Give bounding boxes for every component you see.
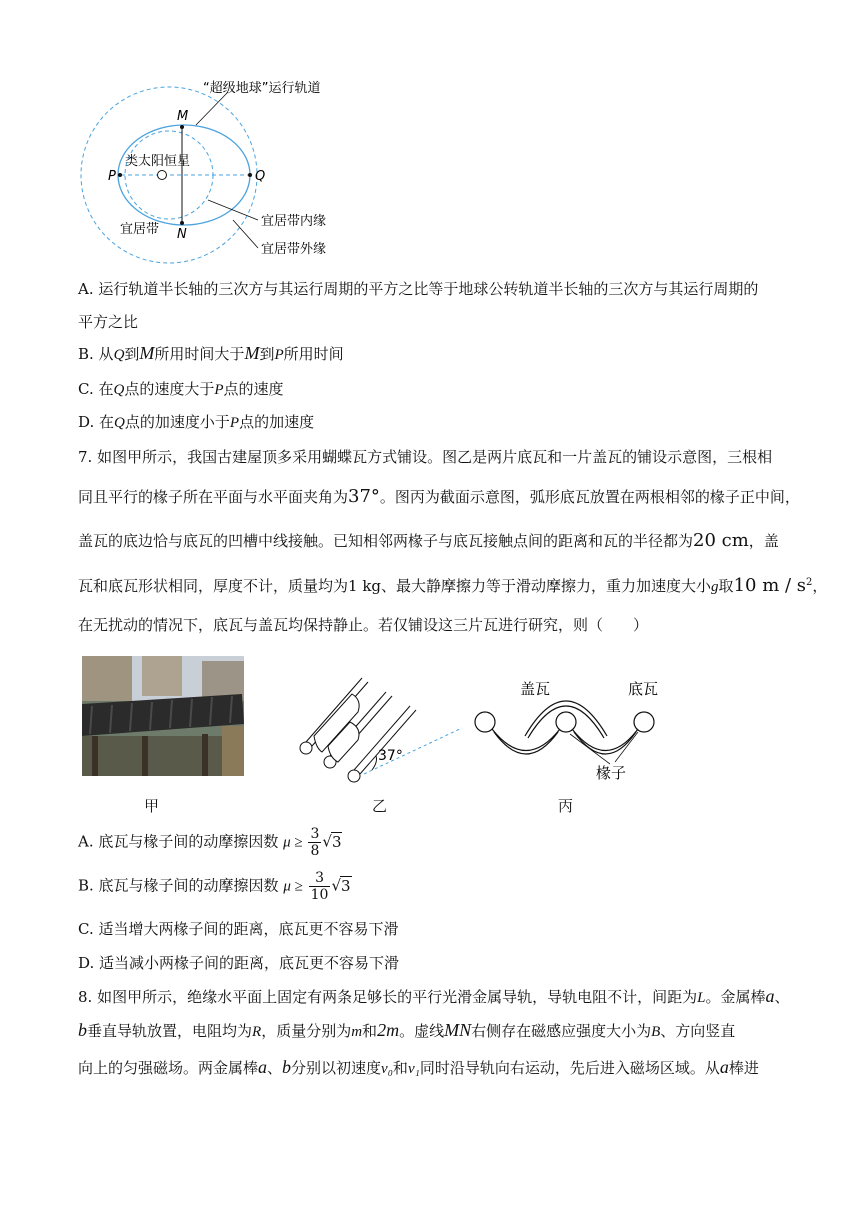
q8-stem-line2: b垂直导轨放置，电阻均为R，质量分别为m和2m。虚线MN右侧存在磁感应强度大小为B、方向竖直 [78, 1020, 736, 1040]
q6-option-a-line2: 平方之比 [78, 313, 139, 331]
q7-stem-line4: 瓦和底瓦形状相同，厚度不计，质量均为1 kg、最大静摩擦力等于滑动摩擦力，重力加速度大小g取10 m / $s^2$， [78, 575, 828, 596]
svg-text:37°: 37° [378, 748, 403, 764]
tile-section-bing [470, 672, 670, 782]
q7-stem-line2: 同且平行的椽子所在平面与水平面夹角为37°。图丙为截面示意图，弧形底瓦放置在两根相邻的椽子正中间， [78, 486, 800, 507]
orbit-figure [78, 70, 378, 265]
svg-text:宜居带: 宜居带 [120, 222, 160, 237]
svg-text:Q: Q [255, 169, 266, 184]
q7-stem-line1: 7. 如图甲所示，我国古建屋顶多采用蝴蝶瓦方式铺设。图乙是两片底瓦和一片盖瓦的铺设示意图，三根相 [78, 448, 773, 466]
svg-text:P: P [108, 169, 116, 184]
caption-bing: 丙 [558, 797, 574, 815]
q8-stem-line3: 向上的匀强磁场。两金属棒a、b分别以初速度v₀和v₁同时沿导轨向右运动，先后进入磁场区域。从a棒进 [78, 1057, 759, 1077]
orbit-title: “超级地球”运行轨道 [203, 81, 321, 96]
q7-stem-line3: 盖瓦的底边恰与底瓦的凹槽中线接触。已知相邻两椽子与底瓦接触点间的距离和瓦的半径都为20 cm，盖 [78, 530, 779, 551]
q8-stem-line1: 8. 如图甲所示，绝缘水平面上固定有两条足够长的平行光滑金属导轨，导轨电阻不计，间距为L。金属棒a、 [78, 986, 790, 1006]
q6-option-d: D. 在Q点的加速度小于P点的加速度 [78, 413, 315, 431]
svg-text:宜居带外缘: 宜居带外缘 [261, 242, 327, 257]
q6-option-a-line1: A. 运行轨道半长轴的三次方与其运行周期的平方之比等于地球公转轨道半长轴的三次方与其运行周期的 [78, 280, 759, 298]
q6-option-c: C. 在Q点的速度大于P点的速度 [78, 380, 284, 398]
q7-option-b: B. 底瓦与椽子间的动摩擦因数 μ ≥ $\frac{3}{10}$ √3 [78, 870, 351, 903]
tile-diagram-yi [292, 664, 472, 784]
svg-text:宜居带内缘: 宜居带内缘 [261, 214, 327, 229]
q7-stem-line5: 在无扰动的情况下，底瓦与盖瓦均保持静止。若仅铺设这三片瓦进行研究，则（ ） [78, 616, 649, 634]
star-icon [158, 171, 167, 180]
svg-text:底瓦: 底瓦 [628, 680, 659, 698]
roof-photo [82, 656, 244, 776]
q7-option-a: A. 底瓦与椽子间的动摩擦因数 μ ≥ $\frac{3}{8}$ √3 [78, 826, 342, 859]
caption-jia: 甲 [144, 797, 160, 815]
star-label: 类太阳恒星 [125, 154, 191, 169]
svg-text:椽子: 椽子 [596, 764, 627, 782]
caption-yi: 乙 [372, 797, 388, 815]
q7-option-d: D. 适当减小两椽子间的距离，底瓦更不容易下滑 [78, 954, 400, 972]
svg-text:M: M [177, 109, 189, 124]
q7-option-c: C. 适当增大两椽子间的距离，底瓦更不容易下滑 [78, 920, 399, 938]
q6-option-b: B. 从Q到M所用时间大于M到P所用时间 [78, 343, 344, 363]
svg-text:盖瓦: 盖瓦 [520, 680, 551, 698]
svg-text:N: N [177, 227, 187, 242]
